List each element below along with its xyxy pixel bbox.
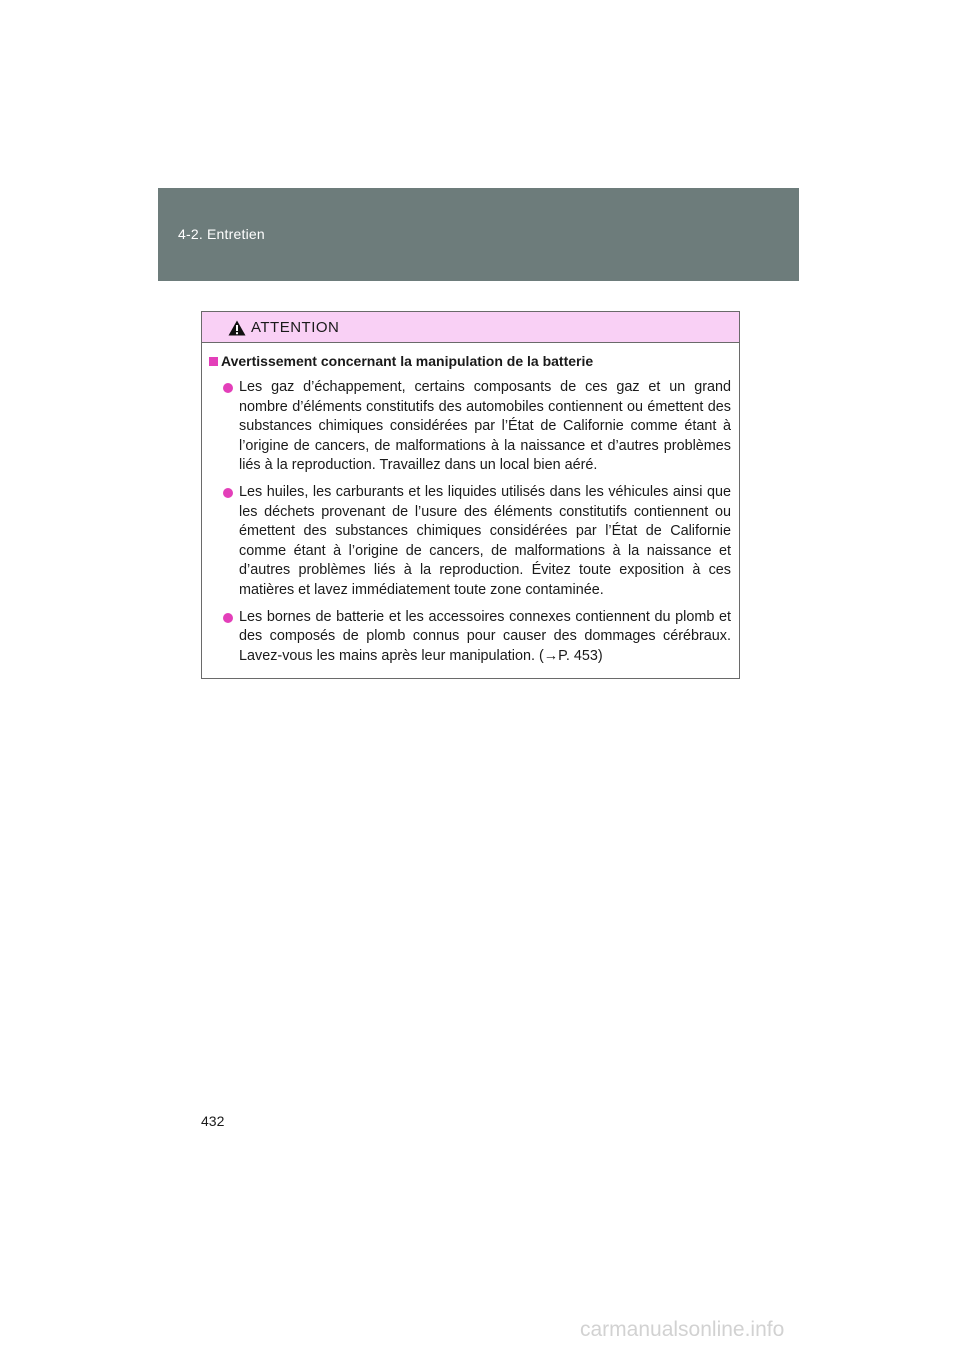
section-label: 4-2. Entretien [178,226,265,242]
page-number: 432 [201,1113,225,1129]
circle-bullet-icon [223,488,233,498]
watermark: carmanualsonline.info [580,1318,785,1341]
circle-bullet-icon [223,613,233,623]
caution-header [202,312,739,343]
subsection-heading: Avertissement concernant la manipulation de la batterie [221,353,594,369]
caution-title: ATTENTION [251,318,340,336]
square-bullet-icon [209,357,218,366]
list-item-text: Les gaz d’échappement, certains composants de ces gaz et un grand nombre d’éléments constitutifs des automobiles contiennent ou émettent des substances chimiques considérées par l’État de Californie comme étant à l’origine de cancers, de malformations à la naissance et d’autres problèmes liés à la reproduction. Travaillez dans un local bien aéré. [239,379,731,474]
list-item-text: Les huiles, les carburants et les liquides utilisés dans les véhicules ainsi que les déchets provenant de l’usure des éléments constitutifs contiennent ou émettent des substances chimiques considérées par l’État de Californie comme étant à l’origine de cancers, de malformations à la naissance et d’autres problèmes liés à la reproduction. Évitez toute exposition à ces matières et lavez immédiatement toute zone contaminée. [239,483,731,598]
circle-bullet-icon [223,383,233,393]
list-item-text: Les bornes de batterie et les accessoires connexes contiennent du plomb et des composés de plomb connus pour causer des dommages cérébraux. Lavez-vous les mains après leur manipulation. (→P. 453) [239,608,731,664]
caution-body [202,343,739,666]
warning-triangle-icon [228,320,246,336]
subsection-heading-row [209,353,731,369]
list-item [223,608,731,667]
caution-box [201,311,740,679]
list-item [223,483,731,601]
list-item [223,378,731,476]
